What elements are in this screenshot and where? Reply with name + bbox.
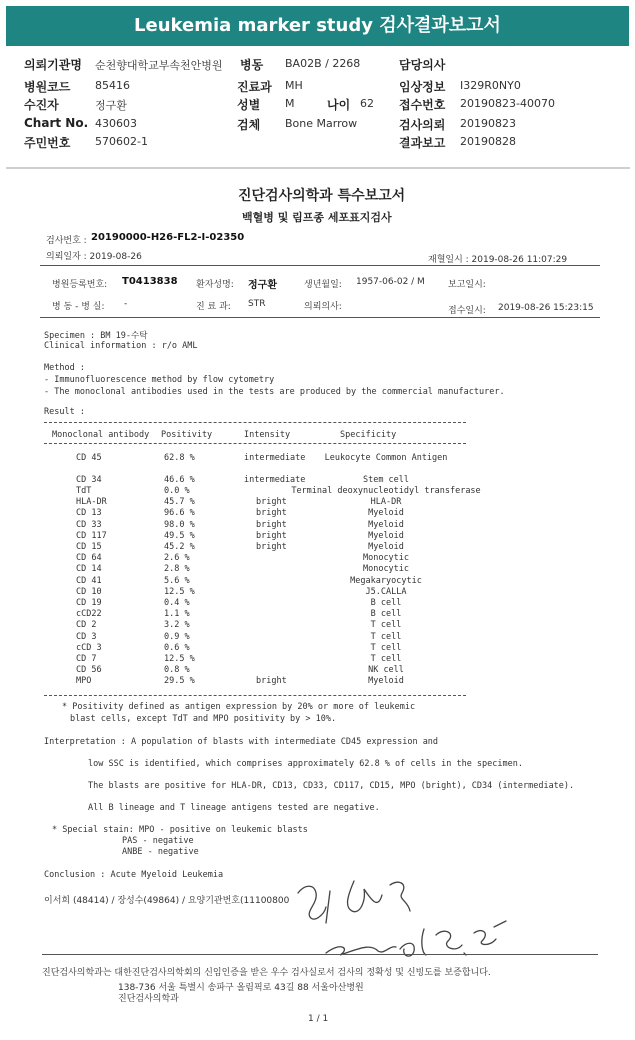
report-document: [6, 167, 630, 1035]
positivity-cell: 2.8 %: [164, 564, 190, 575]
footer-department: 진단검사의학과: [118, 994, 179, 1004]
specificity-cell: HLA-DR: [370, 497, 402, 508]
report-date-value: 20190828: [460, 135, 516, 148]
hospital-code-value: 85416: [95, 79, 130, 92]
footer-address: 138-736 서울 특별시 송파구 올림픽로 43길 88 서울아산병원: [118, 983, 364, 993]
rrn-label: 주민번호: [24, 136, 71, 150]
intensity-cell: bright: [256, 530, 287, 541]
department-label: 진료과: [237, 80, 272, 94]
ward-room-label: 병 동 - 병 실:: [52, 302, 105, 312]
specificity-cell: Myeloid: [368, 542, 404, 552]
institution-value: 순천향대학교부속천안병원: [95, 59, 223, 72]
col-positivity: Positivity: [161, 430, 213, 440]
specimen-line: Specimen : BM 19-수탁: [44, 331, 148, 341]
ward-value: BA02B / 2268: [285, 57, 361, 70]
signers-line: 이서희 (48414) / 장성수(49864) / 요양기관번호(11100800: [44, 896, 290, 906]
antibody-cell: MPO: [76, 676, 92, 687]
patient-name-label: 환자성명:: [196, 280, 234, 290]
table-row: [6, 609, 630, 620]
antibody-cell: CD 34: [76, 475, 102, 485]
interpretation-line-4: All B lineage and T lineage antigens tested are negative.: [88, 803, 380, 813]
positivity-cell: 29.5 %: [164, 676, 195, 687]
clinical-info-value: I329R0NY0: [460, 79, 521, 92]
col-antibody: Monoclonal antibody: [52, 430, 150, 440]
hospital-code-label: 병원코드: [24, 80, 71, 94]
positivity-cell: 0.6 %: [164, 642, 190, 653]
exam-no-value: 20190000-H26-FL2-I-02350: [91, 232, 245, 243]
specificity-cell: NK cell: [368, 665, 404, 676]
patient-name-value: 정구환: [248, 280, 277, 291]
request-date: 의뢰일자 : 2019-08-26: [46, 252, 142, 262]
sex-value: M: [285, 97, 295, 110]
handwritten-signature: [286, 871, 516, 961]
footnote-line-1: * Positivity defined as antigen expression by 20% or more of leukemic: [62, 702, 416, 712]
special-stain-line-3: ANBE - negative: [122, 847, 199, 857]
antibody-cell: CD 13: [76, 508, 102, 519]
positivity-cell: 0.8 %: [164, 665, 190, 676]
intensity-cell: intermediate: [244, 475, 306, 485]
request-date-label: 검사의뢰: [399, 118, 446, 132]
ward-room-value: -: [124, 299, 128, 309]
dept-label: 진 료 과:: [196, 302, 231, 312]
patient-value: 정구환: [95, 99, 127, 112]
table-row: [6, 620, 630, 631]
antibody-cell: HLA-DR: [76, 497, 107, 508]
result-heading: Result :: [44, 407, 85, 417]
table-row: [6, 520, 630, 531]
positivity-cell: 12.5 %: [164, 654, 195, 664]
intensity-cell: bright: [256, 497, 287, 508]
col-specificity: Specificity: [340, 430, 397, 440]
antibody-cell: CD 41: [76, 575, 102, 586]
interpretation-line-3: The blasts are positive for HLA-DR, CD13, CD33, CD117, CD15, MPO (bright), CD34 (intermediate).: [88, 781, 575, 791]
table-row: [6, 643, 630, 654]
table-row: [6, 564, 630, 575]
reissue-date: 재혈일시 : 2019-08-26 11:07:29: [428, 255, 568, 265]
antibody-cell: CD 117: [76, 530, 107, 541]
intensity-cell: bright: [256, 508, 287, 519]
table-row: [6, 654, 630, 665]
institution-label: 의뢰기관명: [24, 58, 82, 72]
footer-accreditation: 진단검사의학과는 대한진단검사의학회의 신임인증을 받은 우수 검사실로서 검사의 정확성 및 신빙도를 보증합니다.: [42, 968, 491, 978]
reg-no-value: T0413838: [122, 276, 178, 287]
clinical-line: Clinical information : r/o AML: [44, 341, 198, 351]
positivity-cell: 3.2 %: [164, 620, 190, 631]
specificity-cell: Megakaryocytic: [350, 575, 422, 586]
chart-no-value: 430603: [95, 117, 137, 130]
specificity-cell: T cell: [370, 631, 402, 642]
specificity-cell: Myeloid: [368, 508, 404, 519]
table-row: [6, 665, 630, 676]
page-number: 1 / 1: [308, 1014, 329, 1024]
specificity-cell: B cell: [370, 609, 402, 620]
age-label: 나이: [327, 98, 351, 112]
info-box-bottom: [40, 317, 600, 318]
report-banner-title: Leukemia marker study 검사결과보고서: [6, 6, 629, 46]
table-row: [6, 587, 630, 598]
specificity-cell: T cell: [370, 642, 402, 653]
report-date-label: 결과보고: [399, 136, 446, 150]
table-row: [6, 542, 630, 553]
table-bottom-rule: [44, 695, 466, 696]
table-row: [6, 453, 630, 464]
antibody-cell: cCD 3: [76, 642, 102, 653]
ward-label: 병동: [240, 58, 264, 72]
age-value: 62: [360, 97, 374, 110]
positivity-cell: 98.0 %: [164, 519, 195, 530]
request-date-value: 20190823: [460, 117, 516, 130]
specificity-cell: Stem cell: [362, 475, 410, 485]
antibody-cell: CD 33: [76, 519, 102, 530]
positivity-cell: 49.5 %: [164, 530, 195, 541]
method-line-1: - Immunofluorescence method by flow cytometry: [44, 375, 275, 385]
col-intensity: Intensity: [244, 430, 291, 440]
positivity-cell: 45.7 %: [164, 497, 195, 508]
birth-label: 생년월일:: [304, 280, 342, 290]
report-title: 진단검사의학과 특수보고서: [238, 188, 406, 204]
exam-no-label: 검사번호 :: [46, 236, 87, 246]
birth-value: 1957-06-02 / M: [356, 277, 425, 287]
antibody-cell: CD 2: [76, 620, 97, 631]
table-row: [6, 508, 630, 519]
table-row: [6, 475, 630, 486]
intensity-cell: intermediate: [244, 453, 306, 463]
specificity-cell: J5.CALLA: [365, 586, 407, 597]
footnote-line-2: blast cells, except TdT and MPO positivity by > 10%.: [70, 714, 337, 724]
specificity-cell: T cell: [370, 620, 402, 631]
doctor-label: 담당의사: [399, 58, 446, 72]
table-row: [6, 553, 630, 564]
antibody-cell: CD 15: [76, 542, 102, 552]
chart-no-label: Chart No.: [24, 116, 89, 130]
report-datetime-label: 보고일시:: [448, 280, 486, 290]
method-heading: Method :: [44, 363, 85, 373]
specificity-cell: Myeloid: [368, 530, 404, 541]
positivity-cell: 46.6 %: [164, 475, 195, 485]
table-row: [6, 632, 630, 643]
positivity-cell: 0.9 %: [164, 631, 190, 642]
interpretation-line-1: Interpretation : A population of blasts with intermediate CD45 expression and: [44, 737, 439, 747]
interpretation-line-2: low SSC is identified, which comprises approximately 62.8 % of cells in the specimen.: [88, 759, 523, 769]
receipt-no-label: 접수번호: [399, 98, 446, 112]
antibody-cell: CD 14: [76, 564, 102, 575]
positivity-cell: 0.4 %: [164, 598, 190, 608]
positivity-cell: 12.5 %: [164, 586, 195, 597]
intensity-cell: bright: [256, 676, 287, 687]
specimen-label: 검체: [237, 118, 261, 132]
dept-value: STR: [248, 299, 266, 309]
positivity-cell: 62.8 %: [164, 453, 195, 463]
receipt-datetime-label: 접수일시:: [448, 306, 486, 316]
antibody-cell: CD 64: [76, 553, 102, 564]
info-box-top: [40, 265, 600, 266]
specificity-cell: Myeloid: [368, 676, 404, 687]
antibody-cell: CD 45: [76, 453, 102, 463]
method-line-2: - The monoclonal antibodies used in the tests are produced by the commercial manufacturer.: [44, 387, 505, 397]
antibody-cell: TdT: [76, 486, 92, 496]
antibody-cell: CD 19: [76, 598, 102, 608]
department-value: MH: [285, 79, 303, 92]
specificity-cell: Monocytic: [362, 564, 410, 575]
specimen-value: Bone Marrow: [285, 117, 358, 130]
rrn-value: 570602-1: [95, 135, 148, 148]
positivity-cell: 1.1 %: [164, 609, 190, 620]
footer-rule: [42, 954, 598, 955]
reg-no-label: 병원등록번호:: [52, 280, 108, 290]
clinical-info-label: 임상정보: [399, 80, 446, 94]
table-row: [6, 531, 630, 542]
table-row: [6, 497, 630, 508]
specificity-cell: Terminal deoxynucleotidyl transferase: [291, 486, 481, 496]
specificity-cell: Monocytic: [362, 553, 410, 564]
positivity-cell: 2.6 %: [164, 553, 190, 564]
intensity-cell: bright: [256, 542, 287, 552]
antibody-cell: CD 3: [76, 631, 97, 642]
req-doctor-label: 의뢰의사:: [304, 302, 342, 312]
special-stain-line-2: PAS - negative: [122, 836, 194, 846]
receipt-datetime-value: 2019-08-26 15:23:15: [498, 303, 594, 313]
specificity-cell: T cell: [370, 654, 402, 664]
positivity-cell: 96.6 %: [164, 508, 195, 519]
antibody-cell: CD 10: [76, 586, 102, 597]
table-row: [6, 486, 630, 497]
antibody-cell: CD 7: [76, 654, 97, 664]
special-stain-line-1: * Special stain: MPO - positive on leukemic blasts: [52, 825, 308, 835]
conclusion-line: Conclusion : Acute Myeloid Leukemia: [44, 870, 224, 880]
sex-label: 성별: [237, 98, 261, 112]
table-row: [6, 576, 630, 587]
specificity-cell: B cell: [370, 598, 402, 608]
table-row: [6, 598, 630, 609]
intensity-cell: bright: [256, 519, 287, 530]
report-subtitle: 백혈병 및 림프종 세포표지검사: [242, 211, 392, 224]
table-header-rule: [44, 443, 466, 444]
table-top-rule: [44, 422, 466, 423]
positivity-cell: 45.2 %: [164, 542, 195, 552]
specificity-cell: Leukocyte Common Antigen: [324, 453, 448, 463]
patient-label: 수진자: [24, 98, 59, 112]
antibody-cell: cCD22: [76, 609, 102, 620]
specificity-cell: Myeloid: [368, 519, 404, 530]
positivity-cell: 0.0 %: [164, 486, 190, 496]
antibody-cell: CD 56: [76, 665, 102, 676]
positivity-cell: 5.6 %: [164, 575, 190, 586]
table-row: [6, 676, 630, 687]
receipt-no-value: 20190823-40070: [460, 97, 555, 110]
